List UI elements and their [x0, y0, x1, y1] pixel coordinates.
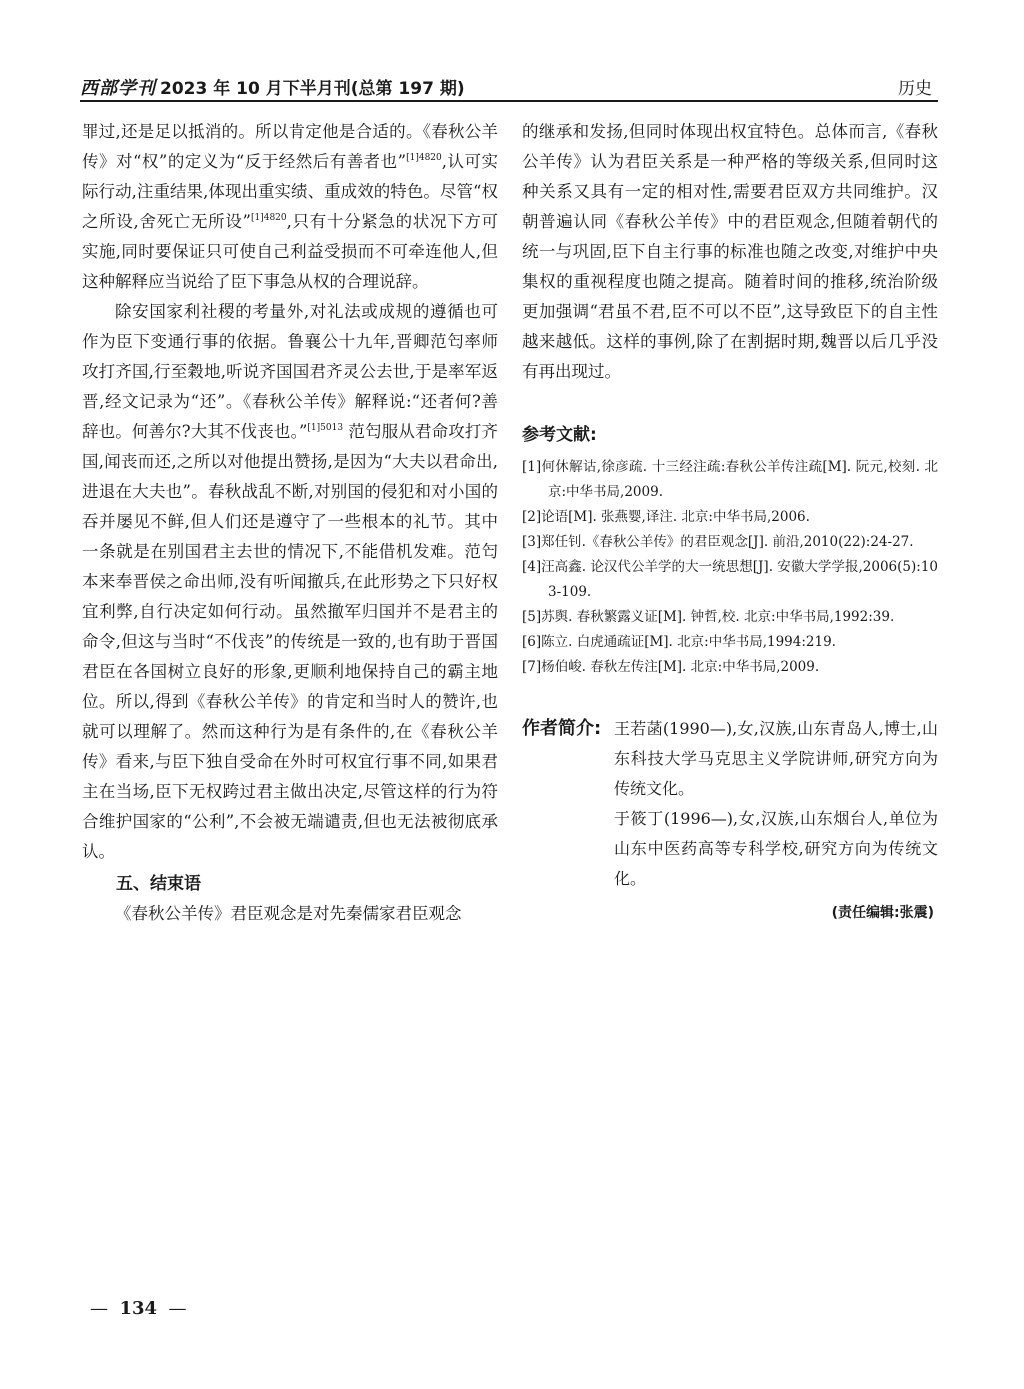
author-bio [522, 714, 938, 894]
paragraph: 除安国家利社稷的考量外,对礼法或成规的遵循也可作为臣下变通行事的依据。鲁襄公十九年,晋卿范匄率师攻打齐国,行至穀地,听说齐国国君齐灵公去世,于是率军返晋,经文记录为“还”。《春秋公羊传》解释说:“还者何?善辞也。何善尔?大其不伐丧也。”$^{[1]5013}$ 范匄服从君命攻打齐国,闻丧而还,之所以对他提出赞扬,是因为“大夫以君命出,进退在大夫也”。春秋战乱不断,对别国的侵犯和对小国的吞并屡见不鲜,但人们还是遵守了一些根本的礼节。其中一条就是在别国君主去世的情况下,不能借机发难。范匄本来奉晋侯之命出师,没有听闻撤兵,在此形势之下只好权宜利弊,自行决定如何行动。虽然撤军归国并不是君主的命令,但这与当时“不伐丧”的传统是一致的,也有助于晋国君臣在各国树立良好的形象,更顺利地保持自己的霸主地位。所以,得到《春秋公羊传》的肯定和当时人的赞许,也就可以理解了。然而这种行为是有条件的,在《春秋公羊传》看来,与臣下独自受命在外时可权宜行事不同,如果君主在当场,臣下无权跨过君主做出决定,尽管这样的行为符合维护国家的“公利”,不会被无端谴责,但也无法被彻底承认。 [82, 302, 498, 861]
paragraph: 《春秋公羊传》君臣观念是对先秦儒家君臣观念 [115, 904, 462, 923]
journal-logo: 西部学刊 [80, 78, 156, 99]
reference-item: [4]汪高鑫. 论汉代公羊学的大一统思想[J]. 安徽大学学报,2006(5):103-109. [522, 559, 938, 600]
page-number: — 134 — [90, 1298, 187, 1319]
paragraph: 罪过,还是足以抵消的。所以肯定他是合适的。《春秋公羊传》对“权”的定义为“反于经然后有善者也”$^{[1]4820}$,认可实际行动,注重结果,体现出重实绩、重成效的特色。尽管“权之所设,舍死亡无所设”$^{[1]4820}$,只有十分紧急的状况下方可实施,同时要保证只可使自己利益受损而不可牵连他人,但这种解释应当说给了臣下事急从权的合理说辞。 [82, 122, 499, 291]
citation[interactable]: [1]4820 [406, 153, 442, 163]
reference-item: [2]论语[M]. 张燕婴,译注. 北京:中华书局,2006. [522, 509, 810, 525]
section-label: 历史 [898, 79, 932, 99]
right-column [522, 117, 938, 926]
reference-item: [6]陈立. 白虎通疏证[M]. 北京:中华书局,1994:219. [522, 634, 836, 650]
reference-item: [5]苏舆. 春秋繁露义证[M]. 钟哲,校. 北京:中华书局,1992:39. [522, 609, 895, 625]
citation[interactable]: [1]4820 [250, 213, 287, 223]
running-header [80, 70, 938, 102]
author-2: 于筱丁(1996—),女,汉族,山东烟台人,单位为山东中医药高等专科学校,研究方向为传统文化。 [614, 809, 938, 888]
responsible-editor: (责任编辑:张震) [831, 905, 934, 921]
references-heading: 参考文献: [522, 425, 597, 445]
left-column [82, 117, 498, 929]
reference-item: [1]何休解诂,徐彦疏. 十三经注疏:春秋公羊传注疏[M]. 阮元,校刻. 北京:中华书局,2009. [522, 459, 938, 500]
author-bio-label: 作者简介: [522, 718, 602, 739]
paragraph: 的继承和发扬,但同时体现出权宜特色。总体而言,《春秋公羊传》认为君臣关系是一种严格的等级关系,但同时这种关系又具有一定的相对性,需要君臣双方共同维护。汉朝普遍认同《春秋公羊传》中的君臣观念,但随着朝代的统一与巩固,臣下自主行事的标准也随之改变,对维护中央集权的重视程度也随之提高。随着时间的推移,统治阶级更加强调“君虽不君,臣不可以不臣”,这导致臣下的自主性越来越低。这样的事例,除了在割据时期,魏晋以后几乎没有再出现过。 [522, 122, 938, 381]
reference-item: [3]郑任钊.《春秋公羊传》的君臣观念[J]. 前沿,2010(22):24-27. [522, 534, 914, 550]
author-1: 王若菡(1990—),女,汉族,山东青岛人,博士,山东科技大学马克思主义学院讲师,研究方向为传统文化。 [614, 719, 938, 798]
author-bio-text [614, 714, 938, 894]
reference-item: [7]杨伯峻. 春秋左传注[M]. 北京:中华书局,2009. [522, 659, 820, 675]
citation[interactable]: [1]5013 [307, 423, 344, 433]
section-heading: 五、结束语 [116, 874, 201, 894]
issue-info: 2023 年 10 月下半月刊(总第 197 期) [160, 79, 465, 99]
reference-list [522, 455, 938, 680]
